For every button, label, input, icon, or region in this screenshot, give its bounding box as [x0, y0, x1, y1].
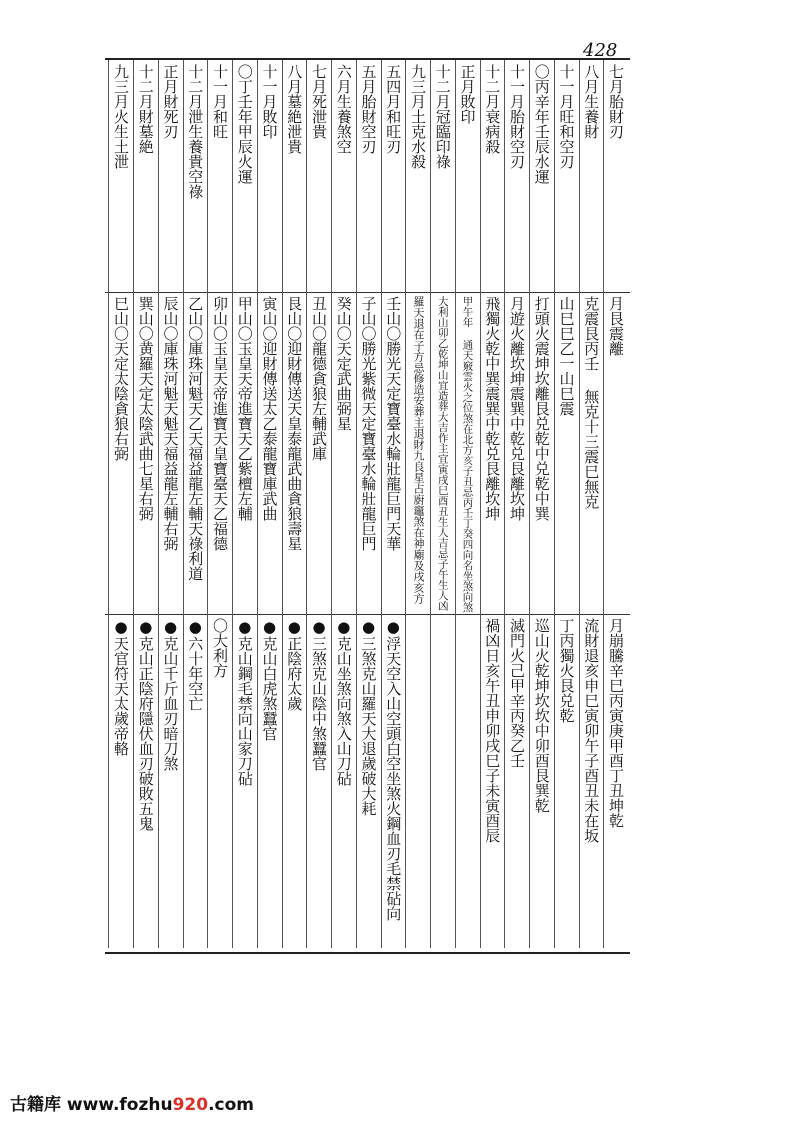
sha-cell: ●六十年空亡 [186, 618, 205, 711]
url-prefix: www.fozhu [66, 1095, 173, 1115]
mountain-cell: 卯山〇玉皇天帝進寶天皇寶臺天乙福德 [211, 296, 229, 551]
sha-cell: 丁丙獨火艮兑乾 [557, 618, 576, 723]
mountain-cell: 辰山〇庫珠河魁天魁天福益龍左輔右弼 [161, 296, 180, 551]
sha-cell [431, 618, 455, 944]
mountain-cell: 癸山〇天定武曲弼星 [334, 296, 353, 431]
mountain-cell: 羅天退在子方忌修造安葬主退財九良星占廚竈煞在神廟及戌亥方 [412, 296, 425, 604]
sha-cell: 流財退亥申巳寅卯午子酉丑未在坂 [582, 618, 601, 843]
table-column [232, 60, 257, 948]
sha-cell: ●克山白虎煞蠶官 [260, 618, 279, 741]
table-column [504, 60, 529, 948]
sha-cell: 禍凶日亥午丑申卯戌巳子未寅酉辰 [483, 618, 502, 843]
month-cell: 十二月泄生養貴空祿 [186, 64, 205, 199]
sha-cell: ●天官符天太歲帝輅 [112, 618, 130, 756]
month-cell: 十一月和旺 [211, 64, 229, 139]
table-column [455, 60, 480, 948]
mountain-cell: 克震艮丙壬 無克十三震巳無克 [582, 296, 601, 509]
month-cell: 九三月土克水殺 [409, 64, 427, 169]
site-name: 古籍库 [10, 1095, 61, 1115]
sha-cell: ●克山千斤血刃暗刀煞 [161, 618, 180, 771]
mountain-cell: 巳山〇天定太陰貪狼右弼 [112, 296, 130, 461]
mountain-cell: 月艮震離 [607, 296, 625, 356]
month-cell: 〇丁壬年甲辰火運 [235, 64, 254, 184]
sha-cell: ●正陰府太歲 [285, 618, 304, 711]
mountain-cell: 山巳巳乙一山巳震 [557, 296, 576, 416]
sha-cell: ●克山鋼毛禁向山家刀砧 [235, 618, 254, 786]
mountain-cell: 寅山〇迎財傳送太乙泰龍寶庫武曲 [260, 296, 279, 521]
mountain-cell: 甲山〇玉皇天帝進寶天乙紫檀左輔 [235, 296, 254, 521]
table-column [579, 60, 604, 948]
mountain-cell: 巽山〇黄羅天定太陰武曲七星右弼 [136, 296, 155, 521]
table-column [183, 60, 208, 948]
table-column [480, 60, 505, 948]
mountain-cell: 艮山〇迎財傳送天皇泰龍武曲貪狼壽星 [285, 296, 304, 551]
table-column [108, 60, 133, 948]
sha-cell: 滅門火己甲辛丙癸乙壬 [508, 618, 526, 768]
table-column [207, 60, 232, 948]
sha-cell: ●三煞克山羅天大退歲破大耗 [359, 618, 378, 816]
mountain-cell: 飛獨火乾中巽震巽中乾兑艮離坎坤 [483, 296, 502, 521]
mountain-cell: 打頭火震坤坎離艮兑乾中兑乾中巽 [532, 296, 551, 521]
sha-cell: 巡山火乾坤坎坎中卯酉艮巽乾 [532, 618, 551, 813]
month-cell: 十一月敗印 [260, 64, 279, 139]
month-cell: 十一月胎財空刃 [508, 64, 526, 169]
table-column [158, 60, 183, 948]
month-cell: 正月敗印 [458, 64, 477, 124]
sha-cell: ●克山正陰府隱伏血刃破敗五鬼 [136, 618, 155, 831]
table-column [405, 60, 430, 948]
month-cell: 正月財死刃 [161, 64, 180, 139]
month-cell: 六月生養煞空 [334, 64, 353, 154]
sha-cell: 月崩騰辛巳丙寅庚甲酉丁丑坤乾 [607, 618, 625, 828]
month-cell: 〇丙辛年壬辰水運 [532, 64, 551, 184]
url-number: 920 [172, 1095, 209, 1115]
mountain-cell: 月遊火離坎坤震巽中乾兑艮離坎坤 [508, 296, 526, 521]
table-column [554, 60, 579, 948]
mountain-cell: 大利山卯乙乾坤山宜造葬大吉作主宜寅戌巳酉丑生人吉忌子午生人凶 [436, 296, 449, 611]
table-column [282, 60, 307, 948]
table-column [603, 60, 628, 948]
month-cell: 八月生養財 [582, 64, 601, 139]
table-column [381, 60, 406, 948]
sha-cell [406, 618, 430, 944]
almanac-table [108, 60, 628, 948]
table-column [356, 60, 381, 948]
mountain-cell: 乙山〇庫珠河魁天乙天福益龍左輔天祿利道 [186, 296, 205, 581]
table-column [306, 60, 331, 948]
month-cell: 九三月火生土泄 [112, 64, 130, 169]
table-column [331, 60, 356, 948]
table-column [257, 60, 282, 948]
sha-cell: 〇大利方 [211, 618, 229, 678]
mountain-cell: 子山〇勝光紫微天定寶臺水輪壯龍巨門 [359, 296, 378, 551]
month-cell: 八月墓絶泄貴 [285, 64, 304, 154]
month-cell: 十二月冠臨印祿 [433, 64, 452, 169]
sha-cell: ●浮天空入山空頭白空坐煞火鋼血刃毛禁砧向 [384, 618, 403, 921]
sha-cell: ●克山坐煞向煞入山刀砧 [334, 618, 353, 786]
page-number: 428 [583, 40, 618, 61]
site-url[interactable] [67, 1095, 254, 1115]
month-cell: 十二月財墓絶 [136, 64, 155, 154]
month-cell: 七月死泄貴 [310, 64, 328, 139]
month-cell: 十一月旺和空刃 [557, 64, 576, 169]
sha-cell: ●三煞克山陰中煞蠶官 [310, 618, 328, 771]
month-cell: 五四月和旺刃 [384, 64, 403, 154]
month-cell: 七月胎財刃 [607, 64, 625, 139]
url-suffix: .com [208, 1095, 255, 1115]
mountain-cell: 丑山〇龍德貪狼左輔武庫 [310, 296, 328, 461]
table-column [133, 60, 158, 948]
mountain-cell: 壬山〇勝光天定寶臺水輪壯龍巨門天華 [384, 296, 403, 551]
sha-cell [456, 618, 480, 944]
table-column [430, 60, 455, 948]
footer-watermark [10, 1090, 254, 1115]
month-cell: 十二月衰病殺 [483, 64, 502, 154]
mountain-cell: 甲午年 通天竅雲火之位煞在北方亥子丑忌丙壬丁癸四向名坐煞向煞 [461, 296, 474, 613]
month-cell: 五月胎財空刃 [359, 64, 378, 154]
table-column [529, 60, 554, 948]
